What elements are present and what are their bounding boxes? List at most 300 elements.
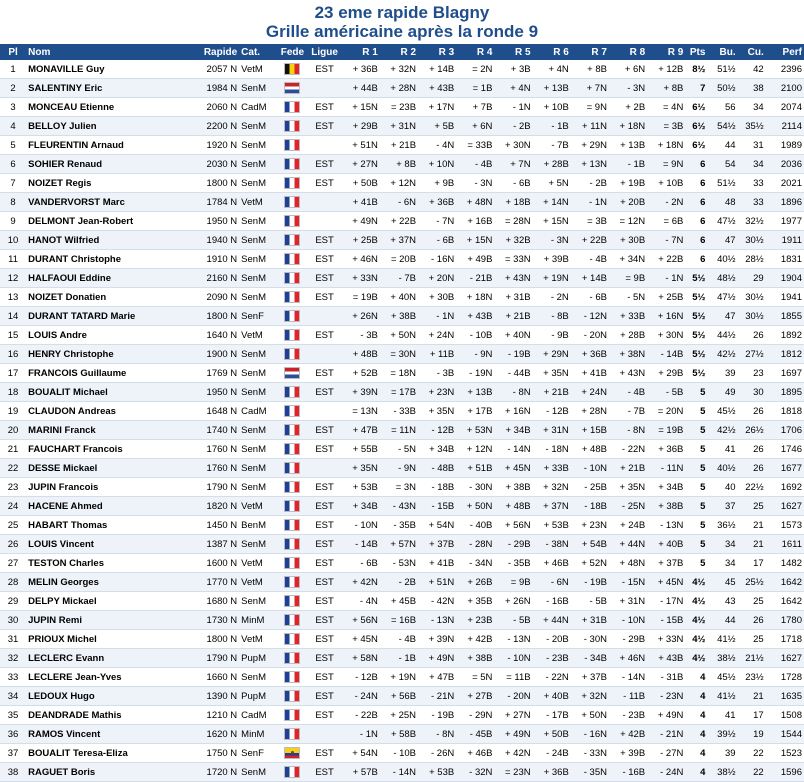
federation-cell: [277, 231, 307, 250]
league-cell: EST: [308, 630, 342, 649]
points-cell: 4: [685, 763, 707, 782]
federation-cell: [277, 725, 307, 744]
rank-cell: 2: [0, 79, 26, 98]
table-row: [0, 744, 804, 763]
round-result: + 39N: [342, 383, 380, 402]
column-header[interactable]: R 9: [647, 44, 685, 60]
round-result: + 36B: [342, 60, 380, 79]
buchholz-cell: 41½: [707, 687, 737, 706]
round-result: + 14N: [533, 193, 571, 212]
round-result: + 45N: [342, 630, 380, 649]
rating-cell: 1210 N: [189, 706, 239, 725]
round-result: - 5B: [494, 611, 532, 630]
round-result: - 19B: [571, 573, 609, 592]
round-result: = 6B: [647, 212, 685, 231]
performance-cell: 1895: [766, 383, 804, 402]
points-cell: 4: [685, 668, 707, 687]
rating-cell: 1820 N: [189, 497, 239, 516]
player-name: CLAUDON Andreas: [26, 402, 189, 421]
federation-cell: [277, 98, 307, 117]
cumulative-cell: 34: [738, 155, 766, 174]
round-result: + 20B: [609, 193, 647, 212]
category-cell: VetM: [239, 497, 277, 516]
player-name: LOUIS Vincent: [26, 535, 189, 554]
buchholz-cell: 39½: [707, 725, 737, 744]
points-cell: 6: [685, 174, 707, 193]
rating-cell: 2057 N: [189, 60, 239, 79]
column-header[interactable]: Pl: [0, 44, 26, 60]
round-result: - 10B: [456, 326, 494, 345]
round-result: + 14B: [571, 269, 609, 288]
column-header[interactable]: Cu.: [738, 44, 766, 60]
category-cell: SenM: [239, 592, 277, 611]
rating-cell: 1750 N: [189, 744, 239, 763]
rating-cell: 1770 N: [189, 573, 239, 592]
round-result: - 9B: [533, 326, 571, 345]
round-result: + 53B: [342, 478, 380, 497]
league-cell: EST: [308, 117, 342, 136]
round-result: - 5B: [571, 592, 609, 611]
column-header[interactable]: Pts: [685, 44, 707, 60]
column-header[interactable]: Ligue: [308, 44, 342, 60]
round-result: + 19N: [380, 668, 418, 687]
round-result: + 13B: [533, 79, 571, 98]
round-result: = 23B: [380, 98, 418, 117]
round-result: + 38N: [609, 345, 647, 364]
league-cell: EST: [308, 155, 342, 174]
round-result: + 4N: [533, 60, 571, 79]
performance-cell: 1508: [766, 706, 804, 725]
rating-cell: 1450 N: [189, 516, 239, 535]
federation-cell: [277, 516, 307, 535]
table-row: [0, 649, 804, 668]
round-result: + 11N: [571, 117, 609, 136]
round-result: - 29B: [494, 535, 532, 554]
round-result: + 36B: [533, 763, 571, 782]
points-cell: 5: [685, 478, 707, 497]
round-result: - 8N: [494, 383, 532, 402]
rank-cell: 12: [0, 269, 26, 288]
federation-cell: [277, 212, 307, 231]
category-cell: CadM: [239, 98, 277, 117]
table-row: [0, 288, 804, 307]
league-cell: EST: [308, 269, 342, 288]
round-result: - 4B: [380, 630, 418, 649]
round-result: - 23B: [533, 649, 571, 668]
table-row: [0, 478, 804, 497]
rating-cell: 1390 N: [189, 687, 239, 706]
round-result: - 3N: [609, 79, 647, 98]
round-result: - 29B: [609, 630, 647, 649]
league-cell: EST: [308, 478, 342, 497]
buchholz-cell: 45: [707, 573, 737, 592]
performance-cell: 1831: [766, 250, 804, 269]
federation-cell: [277, 668, 307, 687]
round-result: + 32N: [380, 60, 418, 79]
rating-cell: 1600 N: [189, 554, 239, 573]
round-result: - 22N: [609, 440, 647, 459]
player-name: MONAVILLE Guy: [26, 60, 189, 79]
points-cell: 5½: [685, 269, 707, 288]
round-result: + 8B: [380, 155, 418, 174]
round-result: + 27B: [456, 687, 494, 706]
category-cell: VetM: [239, 60, 277, 79]
round-result: + 35N: [609, 478, 647, 497]
rank-cell: 1: [0, 60, 26, 79]
performance-cell: 1627: [766, 497, 804, 516]
league-cell: EST: [308, 535, 342, 554]
table-row: [0, 668, 804, 687]
buchholz-cell: 40½: [707, 459, 737, 478]
table-row: [0, 193, 804, 212]
round-result: - 7N: [647, 231, 685, 250]
performance-cell: 2021: [766, 174, 804, 193]
round-result: - 20B: [533, 630, 571, 649]
round-result: - 28N: [456, 535, 494, 554]
round-result: + 39B: [533, 250, 571, 269]
round-result: - 4N: [342, 592, 380, 611]
round-result: - 1N: [571, 193, 609, 212]
table-row: [0, 725, 804, 744]
category-cell: MinM: [239, 725, 277, 744]
round-result: = 4N: [647, 98, 685, 117]
performance-cell: 1642: [766, 592, 804, 611]
round-result: - 20N: [494, 687, 532, 706]
round-result: - 10N: [342, 516, 380, 535]
points-cell: 6½: [685, 136, 707, 155]
round-result: - 14N: [380, 763, 418, 782]
flag-fr-icon: [284, 291, 300, 303]
flag-fr-icon: [284, 386, 300, 398]
round-result: + 49N: [494, 725, 532, 744]
round-result: - 34N: [456, 554, 494, 573]
round-result: - 9N: [456, 345, 494, 364]
column-header[interactable]: Perf: [766, 44, 804, 60]
table-row: [0, 155, 804, 174]
round-result: - 6B: [571, 288, 609, 307]
cumulative-cell: 26: [738, 459, 766, 478]
rating-cell: 2030 N: [189, 155, 239, 174]
round-result: + 21B: [494, 307, 532, 326]
round-result: - 7B: [609, 402, 647, 421]
flag-fr-icon: [284, 671, 300, 683]
federation-cell: [277, 478, 307, 497]
round-result: + 26B: [456, 573, 494, 592]
federation-cell: [277, 497, 307, 516]
round-result: + 23N: [571, 516, 609, 535]
table-row: [0, 174, 804, 193]
league-cell: EST: [308, 326, 342, 345]
league-cell: EST: [308, 592, 342, 611]
round-result: + 25B: [647, 288, 685, 307]
round-result: + 18B: [494, 193, 532, 212]
round-result: - 7N: [418, 212, 456, 231]
round-result: = 17B: [380, 383, 418, 402]
flag-fr-icon: [284, 728, 300, 740]
league-cell: EST: [308, 364, 342, 383]
player-name: LOUIS Andre: [26, 326, 189, 345]
league-cell: EST: [308, 440, 342, 459]
round-result: - 31B: [647, 668, 685, 687]
round-result: + 49N: [418, 649, 456, 668]
buchholz-cell: 40½: [707, 250, 737, 269]
buchholz-cell: 51½: [707, 174, 737, 193]
round-result: - 35N: [571, 763, 609, 782]
round-result: + 15B: [571, 421, 609, 440]
player-name: SOHIER Renaud: [26, 155, 189, 174]
performance-cell: 1642: [766, 573, 804, 592]
round-result: + 15N: [342, 98, 380, 117]
round-result: + 51N: [342, 136, 380, 155]
cumulative-cell: 35½: [738, 117, 766, 136]
round-result: - 19B: [494, 345, 532, 364]
round-result: + 41B: [571, 364, 609, 383]
column-header[interactable]: Bu.: [707, 44, 737, 60]
flag-fr-icon: [284, 538, 300, 550]
cumulative-cell: 29: [738, 269, 766, 288]
round-result: + 58N: [342, 649, 380, 668]
player-name: MONCEAU Etienne: [26, 98, 189, 117]
round-result: - 1N: [647, 269, 685, 288]
round-result: - 24N: [342, 687, 380, 706]
round-result: + 38B: [494, 478, 532, 497]
flag-fr-icon: [284, 709, 300, 721]
round-result: + 12N: [456, 440, 494, 459]
performance-cell: 2396: [766, 60, 804, 79]
round-result: - 24B: [533, 744, 571, 763]
round-result: + 58B: [380, 725, 418, 744]
page-title: 23 eme rapide Blagny: [314, 3, 490, 22]
round-result: + 47B: [418, 668, 456, 687]
column-header[interactable]: R 8: [609, 44, 647, 60]
flag-be-icon: [284, 63, 300, 75]
round-result: = 2N: [456, 60, 494, 79]
column-header[interactable]: R 3: [418, 44, 456, 60]
flag-fr-icon: [284, 481, 300, 493]
round-result: - 32N: [456, 763, 494, 782]
performance-cell: 1812: [766, 345, 804, 364]
flag-fr-icon: [284, 462, 300, 474]
points-cell: 8½: [685, 60, 707, 79]
round-result: + 2B: [609, 98, 647, 117]
points-cell: 4½: [685, 630, 707, 649]
round-result: + 52B: [342, 364, 380, 383]
league-cell: EST: [308, 744, 342, 763]
column-header[interactable]: R 4: [456, 44, 494, 60]
rank-cell: 5: [0, 136, 26, 155]
table-row: [0, 326, 804, 345]
round-result: - 26N: [418, 744, 456, 763]
table-row: [0, 763, 804, 782]
round-result: - 16B: [609, 763, 647, 782]
round-result: + 45N: [494, 459, 532, 478]
column-header[interactable]: R 5: [494, 44, 532, 60]
league-cell: EST: [308, 516, 342, 535]
rating-cell: 1760 N: [189, 459, 239, 478]
round-result: - 17B: [533, 706, 571, 725]
buchholz-cell: 54: [707, 155, 737, 174]
round-result: - 10N: [494, 649, 532, 668]
flag-fr-icon: [284, 196, 300, 208]
round-result: = 9N: [571, 98, 609, 117]
buchholz-cell: 56: [707, 98, 737, 117]
round-result: = 18N: [380, 364, 418, 383]
round-result: = 28N: [494, 212, 532, 231]
column-header[interactable]: Rapide: [189, 44, 239, 60]
round-result: - 1B: [380, 649, 418, 668]
rank-cell: 29: [0, 592, 26, 611]
flag-fr-icon: [284, 443, 300, 455]
round-result: + 54N: [342, 744, 380, 763]
table-row: [0, 307, 804, 326]
round-result: + 9B: [418, 174, 456, 193]
buchholz-cell: 47: [707, 231, 737, 250]
round-result: + 31B: [571, 611, 609, 630]
points-cell: 4½: [685, 611, 707, 630]
points-cell: 5½: [685, 307, 707, 326]
rank-cell: 21: [0, 440, 26, 459]
round-result: - 14N: [609, 668, 647, 687]
table-row: [0, 269, 804, 288]
column-header[interactable]: R 6: [533, 44, 571, 60]
round-result: - 33N: [571, 744, 609, 763]
cumulative-cell: 17: [738, 706, 766, 725]
performance-cell: 1728: [766, 668, 804, 687]
round-result: + 33B: [533, 459, 571, 478]
points-cell: 5: [685, 516, 707, 535]
round-result: + 37B: [647, 554, 685, 573]
round-result: + 42N: [342, 573, 380, 592]
category-cell: SenM: [239, 763, 277, 782]
player-name: DURANT TATARD Marie: [26, 307, 189, 326]
round-result: + 7N: [571, 79, 609, 98]
round-result: + 34B: [647, 478, 685, 497]
rank-cell: 38: [0, 763, 26, 782]
performance-cell: 1977: [766, 212, 804, 231]
rank-cell: 13: [0, 288, 26, 307]
category-cell: SenM: [239, 155, 277, 174]
league-cell: EST: [308, 98, 342, 117]
round-result: + 43B: [456, 307, 494, 326]
player-name: NOIZET Regis: [26, 174, 189, 193]
rating-cell: 1620 N: [189, 725, 239, 744]
rating-cell: 1730 N: [189, 611, 239, 630]
buchholz-cell: 44: [707, 611, 737, 630]
rank-cell: 18: [0, 383, 26, 402]
points-cell: 4: [685, 687, 707, 706]
rating-cell: 1760 N: [189, 440, 239, 459]
round-result: + 34B: [342, 497, 380, 516]
federation-cell: [277, 307, 307, 326]
cumulative-cell: 17: [738, 554, 766, 573]
rating-cell: 2160 N: [189, 269, 239, 288]
points-cell: 4: [685, 725, 707, 744]
column-header[interactable]: R 2: [380, 44, 418, 60]
column-header[interactable]: R 7: [571, 44, 609, 60]
round-result: + 44N: [533, 611, 571, 630]
table-row: [0, 611, 804, 630]
round-result: - 18B: [418, 478, 456, 497]
league-cell: EST: [308, 706, 342, 725]
round-result: = 9B: [494, 573, 532, 592]
column-header[interactable]: R 1: [342, 44, 380, 60]
federation-cell: [277, 136, 307, 155]
cumulative-cell: 27½: [738, 345, 766, 364]
category-cell: SenM: [239, 174, 277, 193]
flag-fr-icon: [284, 158, 300, 170]
round-result: - 11B: [609, 687, 647, 706]
round-result: - 10N: [571, 459, 609, 478]
performance-cell: 1780: [766, 611, 804, 630]
buchholz-cell: 41: [707, 440, 737, 459]
federation-cell: [277, 459, 307, 478]
points-cell: 4½: [685, 649, 707, 668]
performance-cell: 1989: [766, 136, 804, 155]
round-result: - 42N: [418, 592, 456, 611]
category-cell: BenM: [239, 516, 277, 535]
points-cell: 6: [685, 193, 707, 212]
round-result: + 51B: [456, 459, 494, 478]
column-header[interactable]: Fede: [277, 44, 307, 60]
table-row: [0, 345, 804, 364]
round-result: - 19N: [456, 364, 494, 383]
federation-cell: [277, 706, 307, 725]
federation-cell: [277, 174, 307, 193]
round-result: + 39N: [418, 630, 456, 649]
round-result: + 43N: [494, 269, 532, 288]
rating-cell: 1387 N: [189, 535, 239, 554]
category-cell: SenM: [239, 117, 277, 136]
round-result: - 34B: [571, 649, 609, 668]
performance-cell: 2114: [766, 117, 804, 136]
round-result: = 12N: [609, 212, 647, 231]
buchholz-cell: 39: [707, 744, 737, 763]
flag-fr-icon: [284, 557, 300, 569]
category-cell: SenM: [239, 535, 277, 554]
player-name: HENRY Christophe: [26, 345, 189, 364]
table-row: [0, 706, 804, 725]
cumulative-cell: 25: [738, 497, 766, 516]
flag-fr-icon: [284, 519, 300, 531]
rating-cell: 1800 N: [189, 307, 239, 326]
player-name: HABART Thomas: [26, 516, 189, 535]
table-row: [0, 535, 804, 554]
player-name: BELLOY Julien: [26, 117, 189, 136]
rank-cell: 16: [0, 345, 26, 364]
round-result: + 29B: [647, 364, 685, 383]
player-name: VANDERVORST Marc: [26, 193, 189, 212]
round-result: + 4N: [494, 79, 532, 98]
column-header[interactable]: Cat.: [239, 44, 277, 60]
round-result: + 13B: [456, 383, 494, 402]
rank-cell: 31: [0, 630, 26, 649]
table-row: [0, 212, 804, 231]
column-header[interactable]: Nom: [26, 44, 189, 60]
round-result: + 32N: [571, 687, 609, 706]
points-cell: 5: [685, 497, 707, 516]
category-cell: SenF: [239, 307, 277, 326]
flag-fr-icon: [284, 139, 300, 151]
rank-cell: 34: [0, 687, 26, 706]
rating-cell: 1950 N: [189, 212, 239, 231]
round-result: + 35N: [418, 402, 456, 421]
round-result: + 24B: [609, 516, 647, 535]
flag-fr-icon: [284, 766, 300, 778]
round-result: - 13N: [494, 630, 532, 649]
rank-cell: 9: [0, 212, 26, 231]
round-result: + 34B: [418, 440, 456, 459]
rating-cell: 1680 N: [189, 592, 239, 611]
